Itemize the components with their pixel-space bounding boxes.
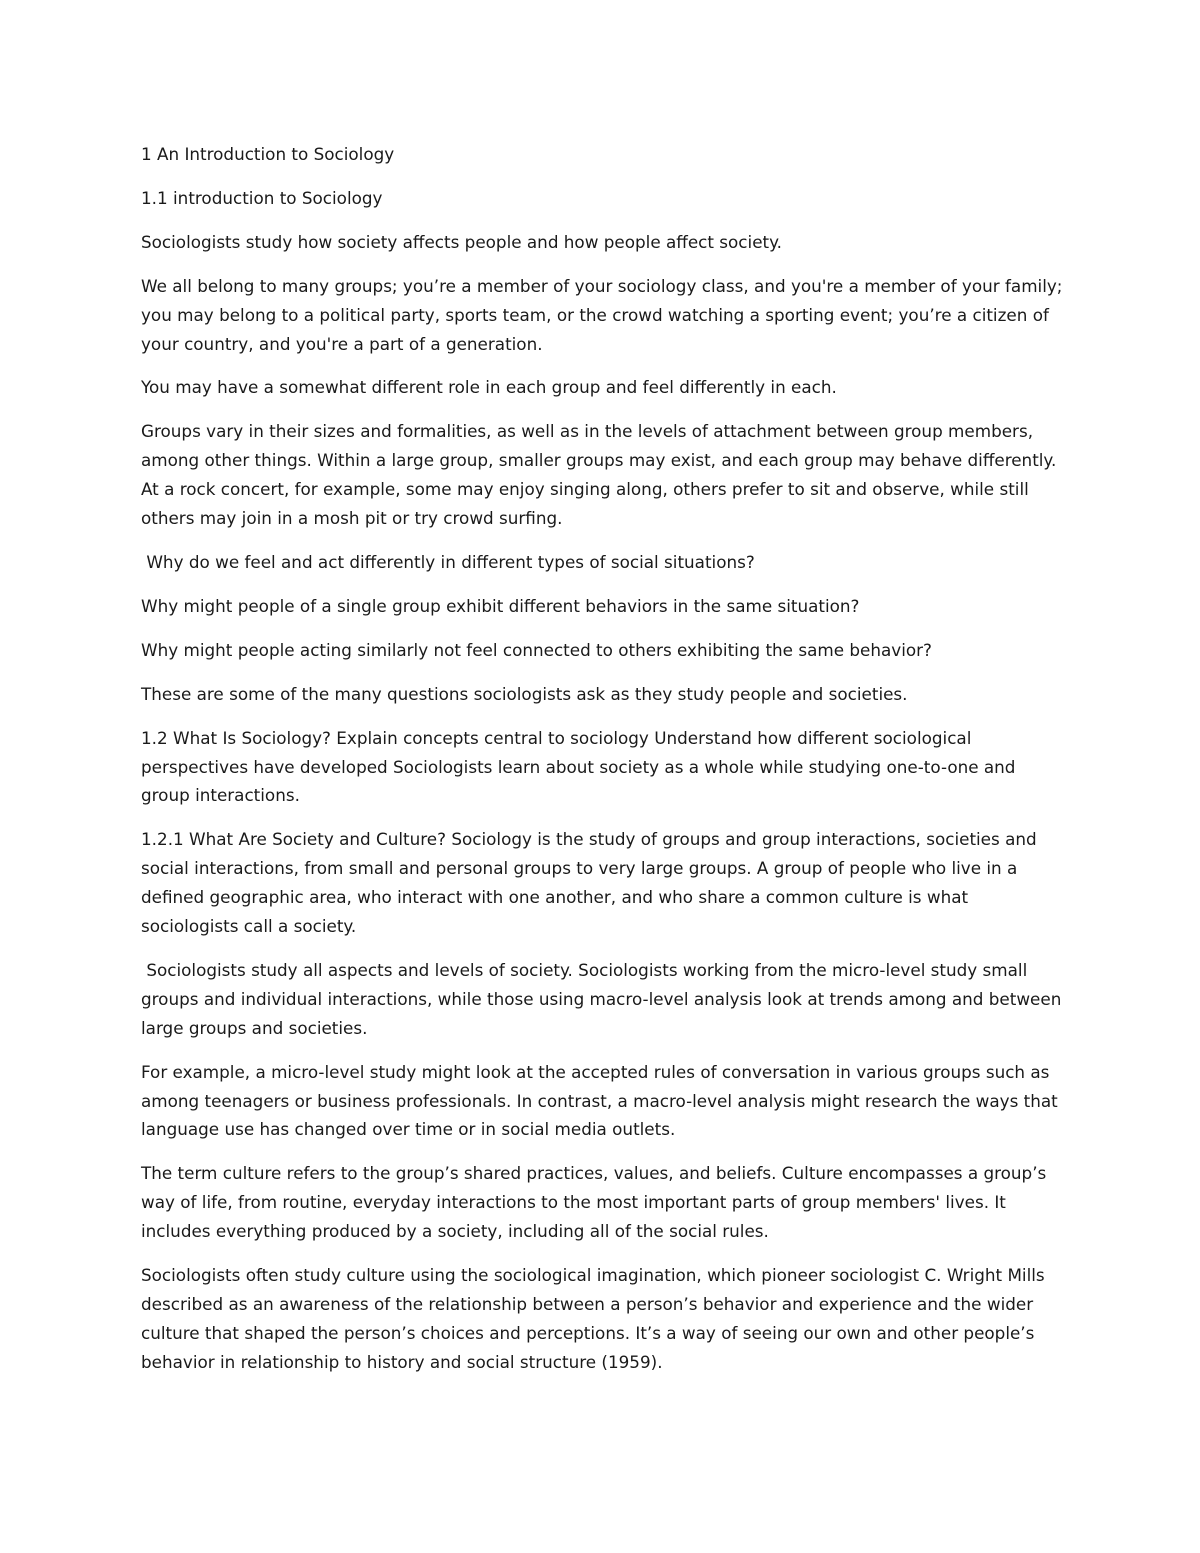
paragraph: Why might people acting similarly not feel connected to others exhibiting the same behavior? bbox=[141, 639, 932, 660]
paragraph: Sociologists often study culture using the sociological imagination, which pioneer sociologist C. Wright Mills described as an awareness of the relationship between a person’s behavior and experience and the wider culture that shaped the person’s choices and perceptions. It’s a way of seeing our own and other people’s behavior in relationship to history and social structure (1959). bbox=[141, 1265, 1045, 1372]
paragraph: The term culture refers to the group’s shared practices, values, and beliefs. Culture encompasses a group’s way of life, from routine, everyday interactions to the most important parts of group members' lives. It includes everything produced by a society, including all of the social rules. bbox=[141, 1163, 1047, 1242]
paragraph: Sociologists study how society affects people and how people affect society. bbox=[141, 231, 782, 252]
paragraph: For example, a micro-level study might look at the accepted rules of conversation in various groups such as among teenagers or business professionals. In contrast, a macro-level analysis might research the ways that language use has changed over time or in social media outlets. bbox=[141, 1061, 1058, 1140]
paragraph: We all belong to many groups; you’re a member of your sociology class, and you're a member of your family; you may belong to a political party, sports team, or the crowd watching a sporting event; you’re a citizen of your country, and you're a part of a generation. bbox=[141, 275, 1063, 354]
paragraph: You may have a somewhat different role in each group and feel differently in each. bbox=[141, 377, 837, 398]
paragraph: Why do we feel and act differently in different types of social situations? bbox=[141, 551, 755, 572]
paragraph: 1.2 What Is Sociology? Explain concepts central to sociology Understand how different sociological perspectives have developed Sociologists learn about society as a whole while studying one-to-one and group interactions. bbox=[141, 727, 1016, 806]
paragraph: These are some of the many questions sociologists ask as they study people and societies. bbox=[141, 683, 908, 704]
paragraph: Sociologists study all aspects and levels of society. Sociologists working from the micro-level study small groups and individual interactions, while those using macro-level analysis look at trends among and between large groups and societies. bbox=[141, 959, 1067, 1038]
chapter-title: 1 An Introduction to Sociology bbox=[141, 144, 395, 164]
paragraph: 1.2.1 What Are Society and Culture? Sociology is the study of groups and group interactions, societies and social interactions, from small and personal groups to very large groups. A group of people who live in a defined geographic area, who interact with one another, and who share a common culture is what sociologists call a society. bbox=[141, 829, 1037, 937]
paragraph: Groups vary in their sizes and formalities, as well as in the levels of attachment between group members, among other things. Within a large group, smaller groups may exist, and each group may behave differently. At a rock concert, for example, some may enjoy singing along, others prefer to sit and observe, while still others may join in a mosh pit or try crowd surfing. bbox=[141, 421, 1057, 529]
section-title: 1.1 introduction to Sociology bbox=[141, 187, 383, 208]
document-body bbox=[141, 140, 1066, 1392]
paragraph: Why might people of a single group exhibit different behaviors in the same situation? bbox=[141, 595, 860, 616]
